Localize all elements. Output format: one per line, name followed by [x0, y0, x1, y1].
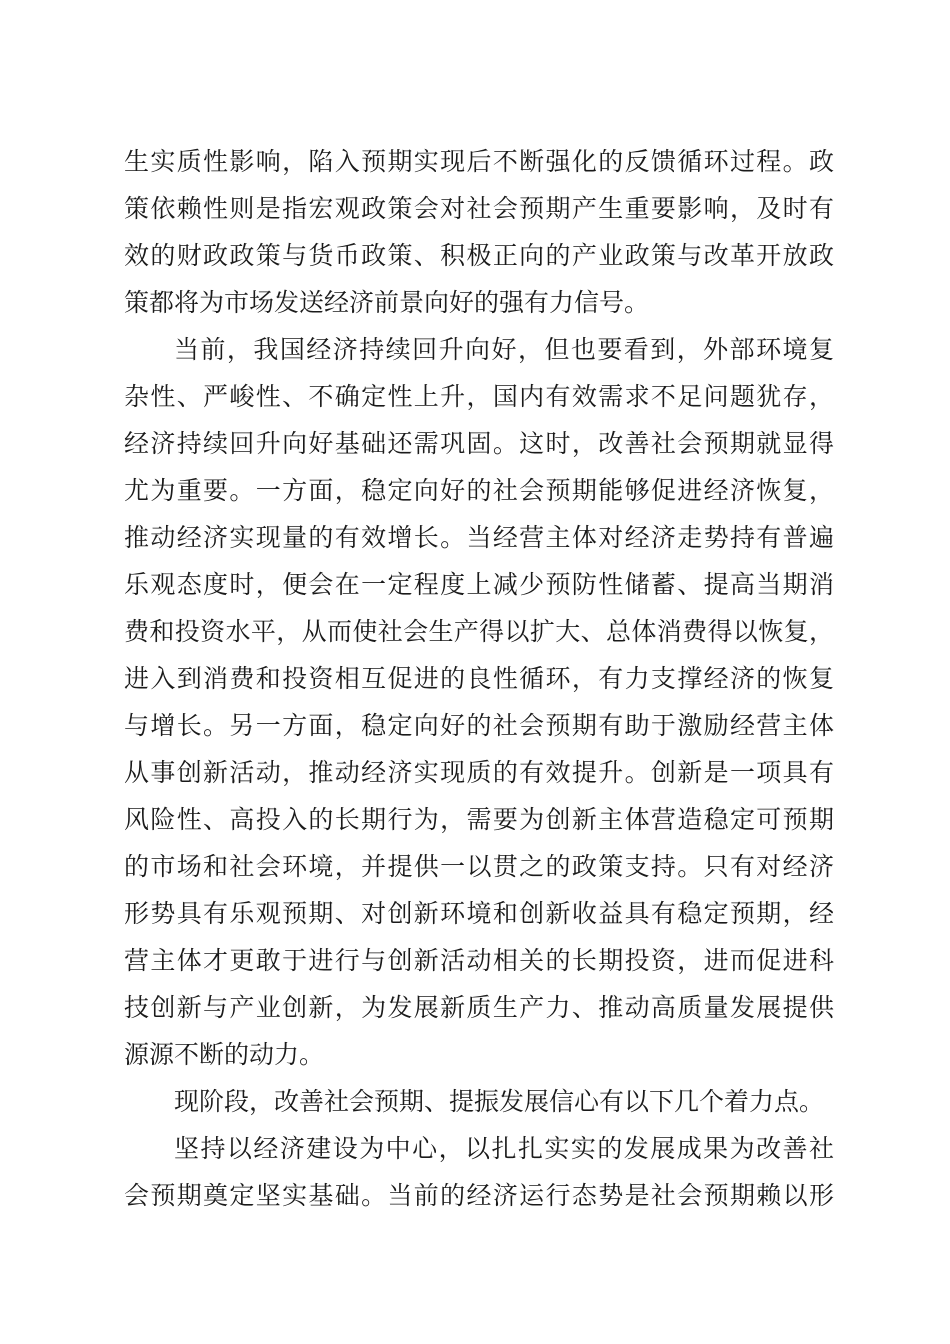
text-line: 效的财政政策与货币政策、积极正向的产业政策与改革开放政: [124, 241, 834, 270]
text-line: 现阶段，改善社会预期、提振发展信心有以下几个着力点。: [174, 1087, 825, 1116]
text-line: 生实质性影响，陷入预期实现后不断强化的反馈循环过程。政: [124, 147, 834, 176]
text-line: 坚持以经济建设为中心，以扎扎实实的发展成果为改善社: [174, 1134, 834, 1163]
paragraph: [124, 1078, 834, 1125]
text-line: 技创新与产业创新，为发展新质生产力、推动高质量发展提供: [124, 993, 834, 1022]
text-line: 的市场和社会环境，并提供一以贯之的政策支持。只有对经济: [124, 852, 834, 881]
text-line: 营主体才更敢于进行与创新活动相关的长期投资，进而促进科: [124, 946, 834, 975]
text-line: 从事创新活动，推动经济实现质的有效提升。创新是一项具有: [124, 758, 834, 787]
text-line: 进入到消费和投资相互促进的良性循环，有力支撑经济的恢复: [124, 664, 834, 693]
paragraph: [124, 138, 834, 326]
text-line: 会预期奠定坚实基础。当前的经济运行态势是社会预期赖以形: [124, 1181, 834, 1210]
text-line: 源源不断的动力。: [124, 1040, 325, 1069]
body-text: [124, 138, 834, 1219]
text-line: 乐观态度时，便会在一定程度上减少预防性储蓄、提高当期消: [124, 570, 834, 599]
paragraph: [124, 326, 834, 1078]
text-line: 当前，我国经济持续回升向好，但也要看到，外部环境复: [174, 335, 834, 364]
text-line: 策依赖性则是指宏观政策会对社会预期产生重要影响，及时有: [124, 194, 834, 223]
text-line: 推动经济实现量的有效增长。当经营主体对经济走势持有普遍: [124, 523, 834, 552]
text-line: 策都将为市场发送经济前景向好的强有力信号。: [124, 288, 650, 317]
text-line: 费和投资水平，从而使社会生产得以扩大、总体消费得以恢复，: [124, 617, 834, 646]
paragraph: [124, 1125, 834, 1219]
text-line: 与增长。另一方面，稳定向好的社会预期有助于激励经营主体: [124, 711, 834, 740]
text-line: 经济持续回升向好基础还需巩固。这时，改善社会预期就显得: [124, 429, 834, 458]
text-line: 杂性、严峻性、不确定性上升，国内有效需求不足问题犹存，: [124, 382, 834, 411]
text-line: 形势具有乐观预期、对创新环境和创新收益具有稳定预期，经: [124, 899, 834, 928]
text-line: 风险性、高投入的长期行为，需要为创新主体营造稳定可预期: [124, 805, 834, 834]
text-line: 尤为重要。一方面，稳定向好的社会预期能够促进经济恢复，: [124, 476, 834, 505]
